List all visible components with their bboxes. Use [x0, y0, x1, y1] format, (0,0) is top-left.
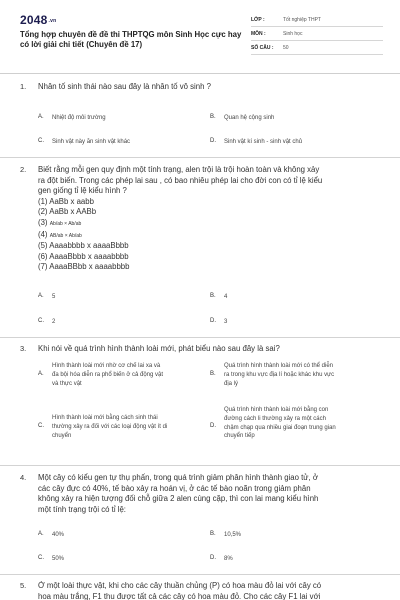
option-letter: A.	[38, 531, 44, 537]
question-line: (2) AaBb x AABb	[38, 207, 97, 217]
option-letter: B.	[210, 114, 216, 120]
option-line: đường cách li thường xảy ra một cách	[224, 415, 326, 422]
answer-option-a[interactable]	[38, 293, 55, 302]
question-line: một tính trạng trội có tỉ lệ:	[38, 504, 126, 514]
question-line: Nhân tố sinh thái nào sau đây là nhân tố vô sinh ?	[38, 82, 211, 91]
question-line: ra đột biến. Trong các phép lai sau , có bao nhiêu phép lai cho đời con có tỉ lệ kiểu	[38, 175, 323, 185]
option-text: 4	[224, 294, 228, 300]
option-letter: A.	[38, 371, 44, 377]
option-letter: C.	[38, 423, 44, 429]
answer-option-b[interactable]	[210, 293, 227, 302]
option-text: 8%	[224, 556, 233, 562]
option-text: Sinh vật này ăn sinh vật khác	[52, 139, 131, 145]
question-line: (1) AaBb x aabb	[38, 196, 94, 206]
option-letter: C.	[38, 138, 44, 144]
option-letter: D.	[210, 423, 216, 429]
option-letter: D.	[210, 318, 216, 324]
question-line: (5) Aaaabbbb x aaaaBbbb	[38, 241, 129, 251]
header-divider	[0, 73, 400, 74]
question-text	[38, 473, 383, 515]
answer-option-a[interactable]	[38, 114, 106, 123]
question-number: 5.	[20, 581, 27, 590]
meta-row-class	[251, 13, 383, 27]
option-text: 5	[52, 294, 56, 300]
logo-text: 2048	[20, 13, 48, 27]
option-text	[52, 362, 163, 388]
option-letter: B.	[210, 371, 216, 377]
genotype-fraction: Ab/ab × Ab/ab	[49, 220, 82, 227]
question-line-prefix: (3)	[38, 217, 50, 227]
option-line: chuyển	[52, 432, 72, 439]
document-meta	[251, 13, 383, 55]
question-line: Ở một loài thực vật, khi cho các cây thuần chủng (P) có hoa màu đỏ lai với cây có	[38, 581, 322, 590]
answer-option-d[interactable]	[210, 318, 227, 327]
option-text	[224, 406, 336, 441]
answer-option-d[interactable]	[210, 555, 233, 564]
option-line: và thực vật	[52, 380, 82, 387]
meta-key: SỐ CÂU :	[251, 44, 274, 51]
question-divider	[0, 337, 400, 338]
question-text	[38, 581, 383, 600]
question-line-3	[38, 218, 383, 230]
meta-key: LỚP :	[251, 16, 265, 23]
meta-value: 50	[283, 44, 289, 51]
document-title: Tổng hợp chuyên đề đề thi THPTQG môn Sinh Học cực hay có lời giải chi tiết (Chuyên đề 17)	[20, 30, 242, 49]
logo-suffix: .vn	[48, 17, 57, 24]
question-divider	[0, 465, 400, 466]
option-line: chậm chạp qua nhiều giai đoạn trung gian	[224, 424, 336, 431]
option-text: 2	[52, 319, 56, 325]
meta-row-subject	[251, 27, 383, 41]
question-number: 1.	[20, 82, 27, 91]
meta-value: Tốt nghiệp THPT	[283, 16, 321, 23]
answer-option-a[interactable]	[38, 362, 214, 388]
option-text: Nhiệt độ môi trường	[52, 115, 106, 121]
question-text	[38, 82, 383, 93]
option-text	[52, 414, 167, 440]
question-number: 3.	[20, 344, 27, 353]
question-2	[20, 165, 385, 335]
option-text: 50%	[52, 556, 65, 562]
question-1	[20, 82, 385, 152]
option-text: 40%	[52, 532, 65, 538]
option-line: Hình thành loài mới nhờ cơ chế lai xa và	[52, 363, 161, 369]
question-number: 4.	[20, 473, 27, 482]
option-letter: A.	[38, 114, 44, 120]
option-line: đa bội hóa diễn ra phổ biến ở cả động vật	[52, 371, 164, 378]
answer-option-a[interactable]	[38, 531, 64, 540]
option-line: chuyển tiếp	[224, 433, 255, 440]
question-4	[20, 473, 385, 573]
question-line: không xảy ra hiện tượng đối chỗ giữa 2 alen cùng cặp, thì con lai mang kiểu hình	[38, 494, 319, 504]
answer-option-c[interactable]	[38, 318, 55, 327]
option-letter: D.	[210, 138, 216, 144]
answer-option-d[interactable]	[210, 138, 302, 147]
option-letter: B.	[210, 531, 216, 537]
question-3	[20, 344, 385, 464]
meta-row-count	[251, 41, 383, 55]
question-line: gen giống tỉ lệ kiểu hình ?	[38, 186, 127, 196]
question-line: Một cây có kiểu gen tự thụ phấn, trong quá trình giảm phân hình thành giao tử, ở	[38, 473, 318, 482]
question-number: 2.	[20, 165, 27, 174]
question-line: (6) AaaaBbbb x aaaabbbb	[38, 251, 129, 261]
option-letter: D.	[210, 555, 216, 561]
question-divider	[0, 574, 400, 575]
question-line: Khi nói về quá trình hình thành loài mới, phát biểu nào sau đây là sai?	[38, 344, 280, 353]
option-text: 10,5%	[224, 532, 242, 538]
option-line: địa lý	[224, 380, 239, 387]
answer-option-c[interactable]	[38, 414, 214, 440]
answer-option-b[interactable]	[210, 114, 274, 123]
option-letter: A.	[38, 293, 44, 299]
option-line: Quá trình hình thành loài mới có thể diễn	[224, 363, 334, 369]
option-letter: C.	[38, 555, 44, 561]
meta-key: MÔN :	[251, 30, 266, 37]
option-text: 3	[224, 319, 228, 325]
answer-option-c[interactable]	[38, 555, 64, 564]
question-line: các cây đực có 40%, tế bào xảy ra hoán vị, ở các tế bào noãn trong giảm phân	[38, 483, 311, 493]
option-text: Quan hệ cộng sinh	[224, 115, 275, 121]
answer-option-b[interactable]	[210, 362, 382, 388]
meta-value: Sinh học	[283, 30, 303, 37]
option-line: thường xảy ra đối với các loại động vật ít di	[52, 423, 168, 430]
document-header	[0, 0, 400, 73]
question-divider	[0, 157, 400, 158]
answer-option-c[interactable]	[38, 138, 130, 147]
option-line: ra trong khu vực địa lí hoặc khác khu vực	[224, 371, 335, 378]
option-line: Hình thành loài mới bằng cách sinh thái	[52, 415, 158, 421]
answer-option-d[interactable]	[210, 406, 382, 441]
option-text	[224, 362, 334, 388]
question-line: Biết rằng mỗi gen quy định một tính trạng, alen trội là trội hoàn toàn và không xảy	[38, 165, 320, 174]
option-line: Quá trình hình thành loài mới bằng con	[224, 407, 329, 413]
genotype-fraction: AB/ab × Ab/ab	[49, 232, 82, 239]
site-logo[interactable]	[20, 13, 56, 27]
question-line: hoa màu trắng, F1 thu được tất cả các cây có hoa màu đỏ. Cho các cây F1 lai với	[38, 591, 321, 600]
answer-option-b[interactable]	[210, 531, 241, 540]
question-text	[38, 344, 383, 355]
option-text: Sinh vật kí sinh - sinh vật chủ	[224, 139, 303, 145]
question-line-4	[38, 230, 383, 242]
option-letter: C.	[38, 318, 44, 324]
question-line-prefix: (4)	[38, 229, 50, 239]
question-5	[20, 581, 385, 600]
question-text	[38, 165, 383, 273]
question-line: (7) AaaaBBbb x aaaabbbb	[38, 262, 130, 272]
option-letter: B.	[210, 293, 216, 299]
